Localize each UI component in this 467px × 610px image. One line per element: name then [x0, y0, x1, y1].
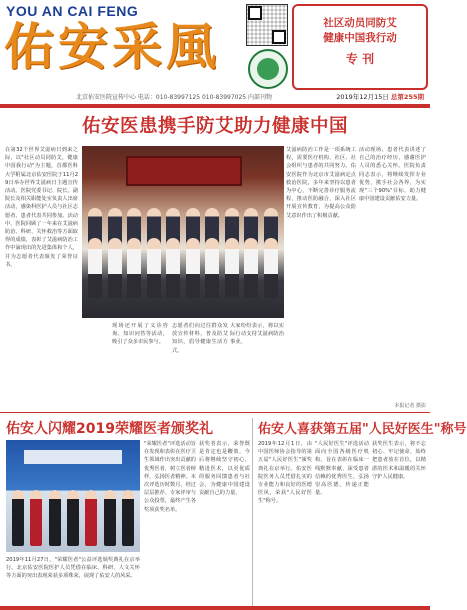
- section-divider: [0, 412, 430, 413]
- lead-article-column: 现场还开展了义诊咨询、知识问答等活动，吸引了众多市民参与。: [112, 323, 168, 346]
- stage-screen: [126, 156, 242, 186]
- footer-rule: [0, 606, 430, 610]
- special-edition-line-2: 健康中国我行动: [323, 32, 397, 44]
- story2-headline: 佑安人闪耀2019荣耀医者颁奖礼: [6, 421, 213, 437]
- photo-caption: 本报记者 摄影: [394, 403, 426, 409]
- brand-english-name: YOU AN CAI FENG: [6, 3, 139, 19]
- qr-code-icon: [246, 4, 288, 46]
- photo-front-row: [88, 238, 278, 298]
- special-edition-line-1: 社区动员同防艾: [323, 17, 397, 29]
- story2-article-column: 2019年11月27日，"荣耀医者"公益评选颁奖典礼在京举行。北京佑安医院医护人员凭借在临床、科研、人文关怀等方面的突出表现荣获多项殊荣，展现了佑安人的风采。: [6, 557, 140, 580]
- column-divider: [252, 418, 253, 606]
- story3-article-column: "人民好医生"评选活动面向全国各级医疗机构，旨在表彰在临床一线默默奉献、深受患者信赖的优秀医生，弘扬崇高医德，传递正能量。: [315, 441, 369, 497]
- header-rule: [0, 104, 430, 108]
- masthead: [0, 0, 430, 104]
- special-edition-label: 专 刊: [345, 52, 375, 66]
- lead-photo: [82, 146, 284, 318]
- story3-article-column: 获奖医生表示，将不忘初心、牢记使命，始终把患者放在首位，以精湛的医术和温暖的关怀守护人民健康。: [372, 441, 426, 480]
- emblem-icon: [248, 49, 288, 89]
- story2-article-column: "荣耀医者"评选活动旨在发现和表彰在医疗卫生领域作出突出贡献的优秀医者，树立医者榜样，弘扬医者精神。本次评选历时数月，经过层层推荐、专家评审与公众投票，最终产生各奖项获奖名单。: [144, 441, 196, 513]
- award-banner: [24, 450, 122, 464]
- story2-article-column: 获奖者表示，荣誉既是肯定也是鞭策，今后将继续坚守初心，精进医术，以更优质的服务回馈患者与社会，为健康中国建设贡献自己的力量。: [199, 441, 250, 497]
- info-bar: [0, 92, 430, 104]
- story3-article-column: 2019年12月1日，由中国医师协会指导的第五届"人民好医生"颁奖典礼在京举行。佑安医院医务人员凭借扎实的专业能力和良好的医德医风，荣获"人民好医生"称号。: [258, 441, 312, 505]
- story3-headline: 佑安人喜获第五届"人民好医生"称号: [258, 422, 467, 437]
- lead-article-column: 大家纷纷表示，将以实际行动支持艾滋病防治事业。: [230, 323, 284, 346]
- award-people: [12, 490, 134, 546]
- award-photo: [6, 440, 140, 552]
- issue-date-line: [336, 92, 424, 101]
- brand-logo: 佑安采風: [4, 17, 220, 76]
- lead-headline: 佑安医患携手防艾助力健康中国: [81, 116, 348, 137]
- lead-article-column: 在第32个世界艾滋病日到来之际，以"社区动员同防艾，健康中国我行动"为主题，首都医科大学附属北京佑安医院于11月29日举办世界艾滋病日主题宣传活动。医院党委书记、院长、副院长及相关职能处室负责人出席活动，感染科医护人员与社区志愿者、患者代表共同参加。活动中，医院回顾了一年来在艾滋病防治、科研、关怀救治等方面取得的成绩，表彰了艾滋病防治工作中涌现出的先进集体和个人，并为志愿者代表颁发了荣誉证书。: [5, 147, 78, 268]
- issue-date: 2019年12月15日: [336, 93, 389, 101]
- publisher-info: 北京佑安医院宣传中心 电话：010-83997125 010-83997025 内部刊物: [76, 94, 273, 101]
- lead-article-column: 活动现场，患者代表讲述了自己的治疗经历，感谢医护人员的悉心关怀。医院负责同志表示，将继续发挥专业优势，携手社会各界，为实现"三个90%"目标、助力健康中国建设贡献佑安力量。: [359, 147, 426, 203]
- lead-article-column: 艾滋病防治工作是一项系统工程，需要医疗机构、社区、社会组织与患者的共同努力。佑安医院作为北京市艾滋病定点救治医院，多年来坚持以患者为中心，不断完善诊疗服务流程，推动医防融合，深入社区开展宣传教育，为提高公众防艾意识作出了积极贡献。: [286, 147, 356, 219]
- lead-article-column: 志愿者们向过往群众发放宣传材料，普及防艾知识，倡导健康生活方式。: [172, 323, 228, 354]
- special-edition-box: [292, 4, 428, 90]
- issue-number: 总第255期: [390, 93, 424, 101]
